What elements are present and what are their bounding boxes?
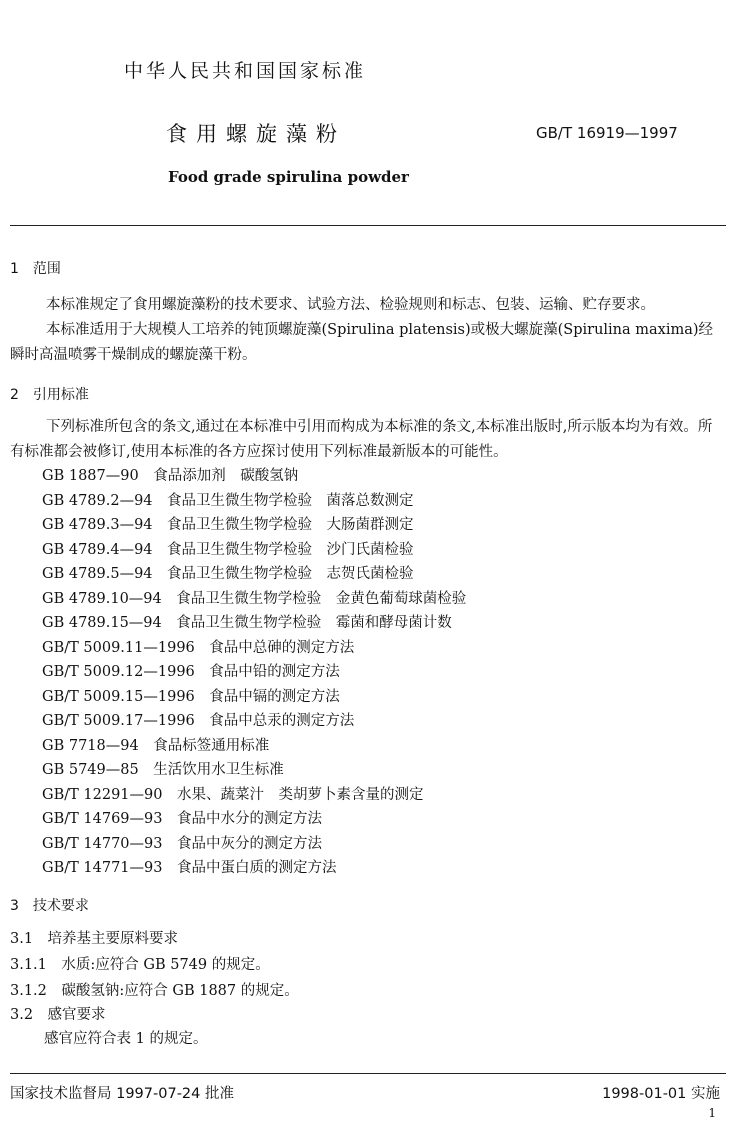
clause-3-1: 3.1 培养基主要原料要求: [10, 931, 179, 947]
reference-item: GB 1887—90 食品添加剂 碳酸氢钠: [42, 468, 299, 484]
reference-item: GB/T 5009.11—1996 食品中总砷的测定方法: [42, 639, 355, 656]
section-1-heading: 1 范围: [10, 261, 61, 277]
document-title: 食用螺旋藻粉: [166, 122, 346, 146]
reference-item: GB/T 12291—90 水果、蔬菜汁 类胡萝卜素含量的测定: [42, 786, 424, 803]
clause-3-2-text: 感官应符合表 1 的规定。: [44, 1031, 208, 1047]
reference-item: GB/T 5009.12—1996 食品中铅的测定方法: [42, 664, 340, 680]
page-number: 1: [708, 1106, 716, 1120]
reference-item: GB 4789.5—94 食品卫生微生物学检验 志贺氏菌检验: [42, 566, 414, 582]
footer-divider: [10, 1073, 726, 1074]
reference-item: GB/T 14769—93 食品中水分的测定方法: [42, 811, 322, 827]
clause-3-2: 3.2 感官要求: [10, 1007, 106, 1023]
national-standard-heading: 中华人民共和国国家标准: [124, 60, 367, 82]
reference-item: GB/T 5009.15—1996 食品中镉的测定方法: [42, 688, 340, 705]
reference-item: GB 4789.4—94 食品卫生微生物学检验 沙门氏菌检验: [42, 541, 414, 558]
reference-item: GB 4789.3—94 食品卫生微生物学检验 大肠菌群测定: [42, 517, 414, 533]
clause-3-1-2: 3.1.2 碳酸氢钠:应符合 GB 1887 的规定。: [10, 983, 299, 999]
clause-3-1-1: 3.1.1 水质:应符合 GB 5749 的规定。: [10, 957, 270, 973]
reference-list: [42, 464, 466, 881]
reference-item: GB/T 5009.17—1996 食品中总汞的测定方法: [42, 713, 355, 729]
reference-item: GB 4789.2—94 食品卫生微生物学检验 菌落总数测定: [42, 492, 414, 509]
header-divider: [10, 225, 726, 226]
reference-item: GB 7718—94 食品标签通用标准: [42, 737, 270, 754]
reference-item: GB/T 14771—93 食品中蛋白质的测定方法: [42, 860, 337, 876]
approval-date: 国家技术监督局 1997-07-24 批准: [10, 1086, 234, 1102]
implementation-date: 1998-01-01 实施: [602, 1086, 720, 1102]
reference-item: GB 4789.15—94 食品卫生微生物学检验 霉菌和酵母菌计数: [42, 615, 452, 631]
section-2-heading: 2 引用标准: [10, 387, 89, 403]
section-1-paragraph-1: 本标准规定了食用螺旋藻粉的技术要求、试验方法、检验规则和标志、包装、运输、贮存要求。: [46, 297, 655, 313]
section-3-heading: 3 技术要求: [10, 898, 89, 914]
standard-code: GB/T 16919—1997: [536, 124, 678, 142]
reference-item: GB 5749—85 生活饮用水卫生标准: [42, 762, 284, 778]
reference-item: GB 4789.10—94 食品卫生微生物学检验 金黄色葡萄球菌检验: [42, 590, 467, 607]
section-2-intro: 下列标准所包含的条文,通过在本标准中引用而构成为本标准的条文,本标准出版时,所示版本均为有效。所有标准都会被修订,使用本标准的各方应探讨使用下列标准最新版本的可能性。: [10, 419, 713, 460]
english-title: Food grade spirulina powder: [168, 168, 409, 186]
reference-item: GB/T 14770—93 食品中灰分的测定方法: [42, 835, 322, 852]
section-1-paragraph-2: 本标准适用于大规模人工培养的钝顶螺旋藻(Spirulina platensis)或极大螺旋藻(Spirulina maxima)经瞬时高温喷雾干燥制成的螺旋藻干粉。: [10, 322, 714, 363]
